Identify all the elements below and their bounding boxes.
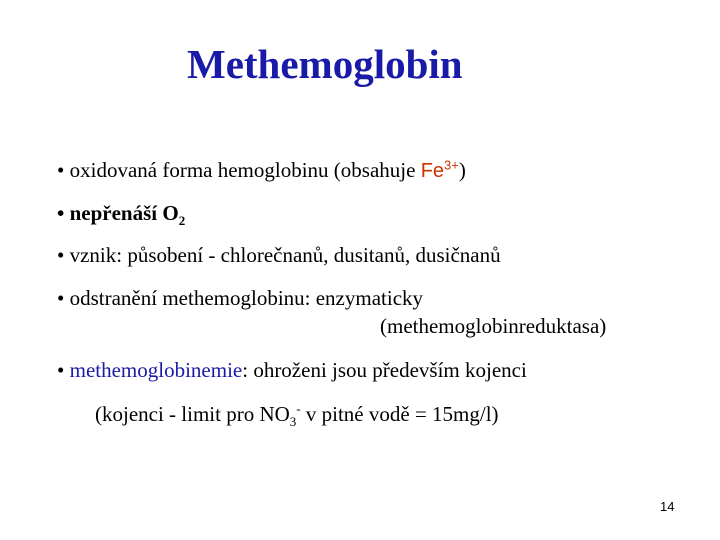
bullet-formation: [57, 245, 501, 266]
oxygen-subscript: 2: [178, 213, 186, 229]
bullet-text: oxidovaná forma hemoglobinu (obsahuje: [69, 158, 421, 182]
bullet-text: nepřenáší O: [69, 201, 179, 225]
iron-charge: 3+: [444, 157, 459, 173]
bullet-marker: •: [57, 286, 65, 310]
bullet-oxidized-form: [57, 157, 466, 182]
iron-symbol: [420, 157, 459, 182]
bullet-removal: [57, 288, 423, 309]
iron-symbol-text: Fe: [420, 160, 445, 182]
bullet-marker: •: [57, 158, 65, 182]
note-text: (kojenci - limit pro NO: [95, 402, 290, 426]
bullet-text: : ohroženi jsou především kojenci: [242, 358, 527, 382]
bullet-no-oxygen-transport: [57, 201, 186, 229]
bullet-marker: •: [57, 201, 65, 225]
note-text-end: v pitné vodě = 15mg/l): [300, 402, 499, 426]
infant-limit-note: [95, 401, 499, 430]
page-number: 14: [660, 499, 675, 514]
bullet-text: vznik: působení - chlorečnanů, dusitanů, dusičnanů: [69, 243, 501, 267]
bullet-removal-continuation: (methemoglobinreduktasa): [380, 314, 607, 338]
bullet-text: odstranění methemoglobinu: enzymaticky: [69, 286, 424, 310]
bullet-methemoglobinemia: [57, 360, 527, 381]
slide-title: Methemoglobin: [187, 41, 463, 87]
nitrate-charge: -: [296, 401, 301, 416]
bullet-marker: •: [57, 358, 65, 382]
methemoglobinemia-term: methemoglobinemie: [69, 358, 243, 382]
bullet-marker: •: [57, 243, 65, 267]
bullet-text-end: ): [458, 158, 466, 182]
nitrate-subscript: 3: [289, 414, 297, 430]
